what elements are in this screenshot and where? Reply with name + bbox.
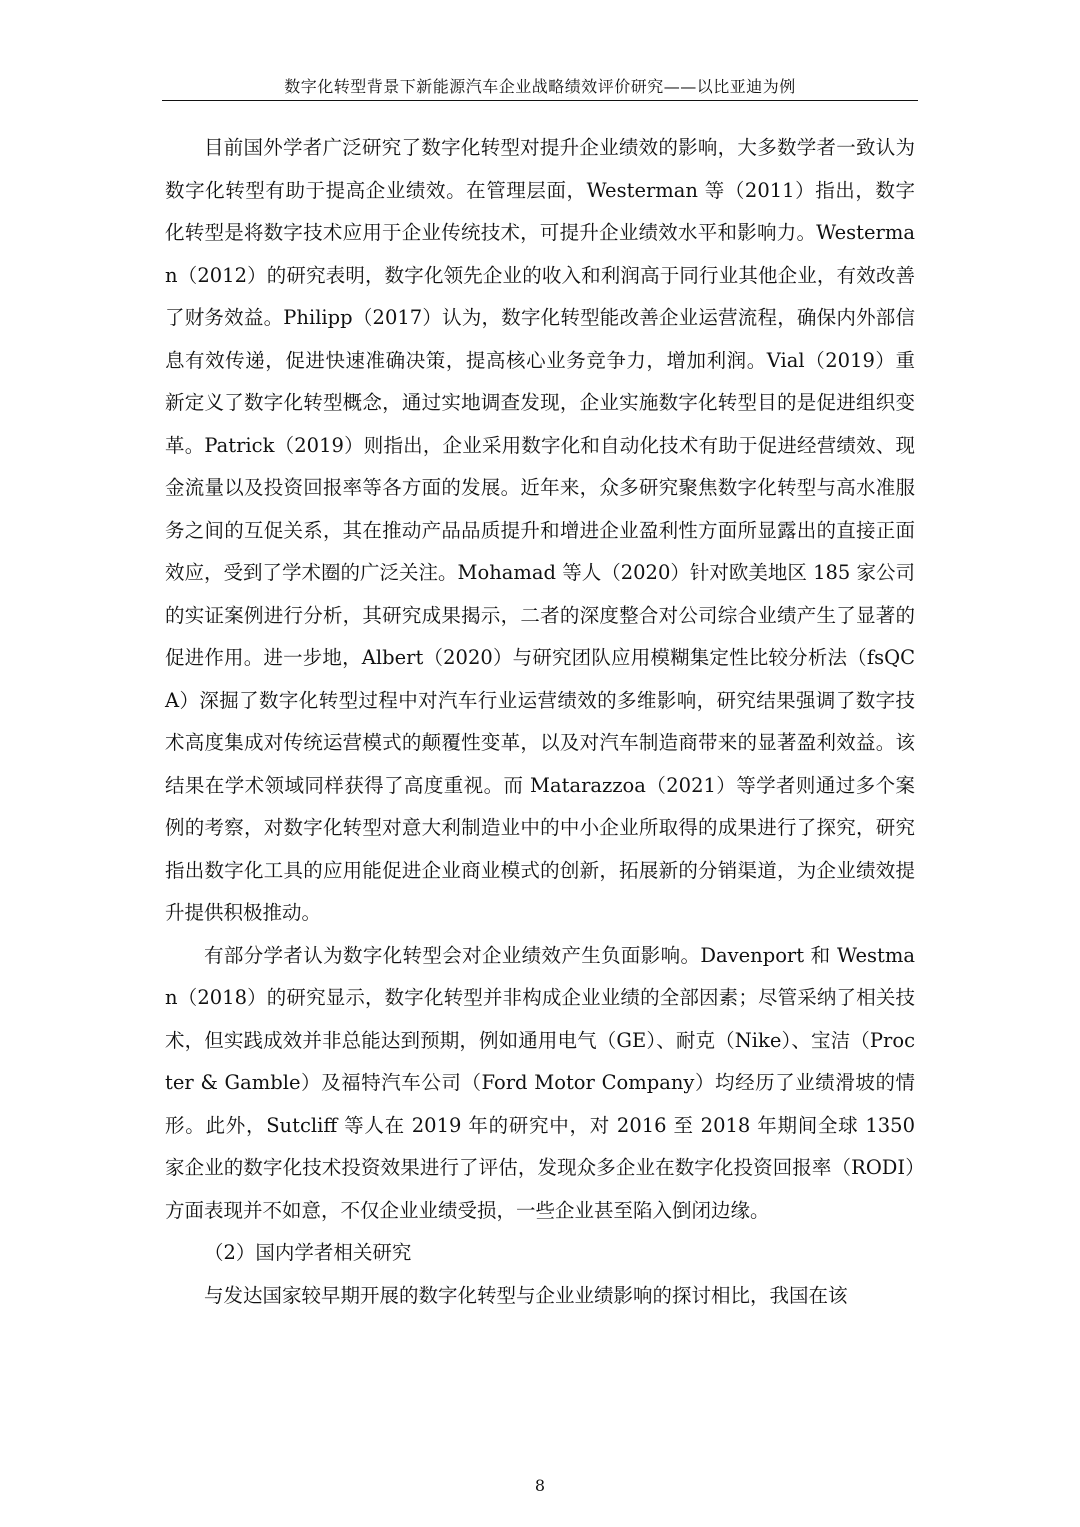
paragraph-foreign-positive: 目前国外学者广泛研究了数字化转型对提升企业绩效的影响，大多数学者一致认为数字化转型有助于提高企业绩效。在管理层面，Westerman 等（2011）指出，数字化转型是将数字技术应用于企业传统技术，可提升企业绩效水平和影响力。Westerman（2012）的研究表明，数字化领先企业的收入和利润高于同行业其他企业，有效改善了财务效益。Philipp（2017）认为，数字化转型能改善企业运营流程，确保内外部信息有效传递，促进快速准确决策，提高核心业务竞争力，增加利润。Vial（2019）重新定义了数字化转型概念，通过实地调查发现，企业实施数字化转型目的是促进组织变革。Patrick（2019）则指出，企业采用数字化和自动化技术有助于促进经营绩效、现金流量以及投资回报率等各方面的发展。近年来，众多研究聚焦数字化转型与高水准服务之间的互促关系，其在推动产品品质提升和增进企业盈利性方面所显露出的直接正面效应，受到了学术圈的广泛关注。Mohamad 等人（2020）针对欧美地区 185 家公司的实证案例进行分析，其研究成果揭示，二者的深度整合对公司综合业绩产生了显著的促进作用。进一步地，Albert（2020）与研究团队应用模糊集定性比较分析法（fsQCA）深掘了数字化转型过程中对汽车行业运营绩效的多维影响，研究结果强调了数字技术高度集成对传统运营模式的颠覆性变革，以及对汽车制造商带来的显著盈利效益。该结果在学术领域同样获得了高度重视。而 Matarazzoa（2021）等学者则通过多个案例的考察，对数字化转型对意大利制造业中的中小企业所取得的成果进行了探究，研究指出数字化工具的应用能促进企业商业模式的创新，拓展新的分销渠道，为企业绩效提升提供积极推动。 bbox=[165, 136, 915, 924]
section-subheading: （2）国内学者相关研究 bbox=[204, 1241, 412, 1264]
running-header: 数字化转型背景下新能源汽车企业战略绩效评价研究——以比亚迪为例 bbox=[284, 77, 796, 96]
paragraph-domestic-intro: 与发达国家较早期开展的数字化转型与企业业绩影响的探讨相比，我国在该 bbox=[204, 1283, 848, 1307]
page-number: 8 bbox=[534, 1476, 546, 1495]
paragraph-foreign-negative: 有部分学者认为数字化转型会对企业绩效产生负面影响。Davenport 和 Westman（2018）的研究显示，数字化转型并非构成企业业绩的全部因素；尽管采纳了相关技术，但实践成效并非总能达到预期，例如通用电气（GE）、耐克（Nike）、宝洁（Procter & Gamble）及福特汽车公司（Ford Motor Company）均经历了业绩滑坡的情形。此外，Sutcliff 等人在 2019 年的研究中，对 2016 至 2018 年期间全球 1350 家企业的数字化技术投资效果进行了评估，发现众多企业在数字化投资回报率（RODI）方面表现并不如意，不仅企业业绩受损，一些企业甚至陷入倒闭边缘。 bbox=[165, 943, 915, 1222]
header-divider bbox=[162, 100, 918, 101]
main-text bbox=[165, 127, 915, 1317]
